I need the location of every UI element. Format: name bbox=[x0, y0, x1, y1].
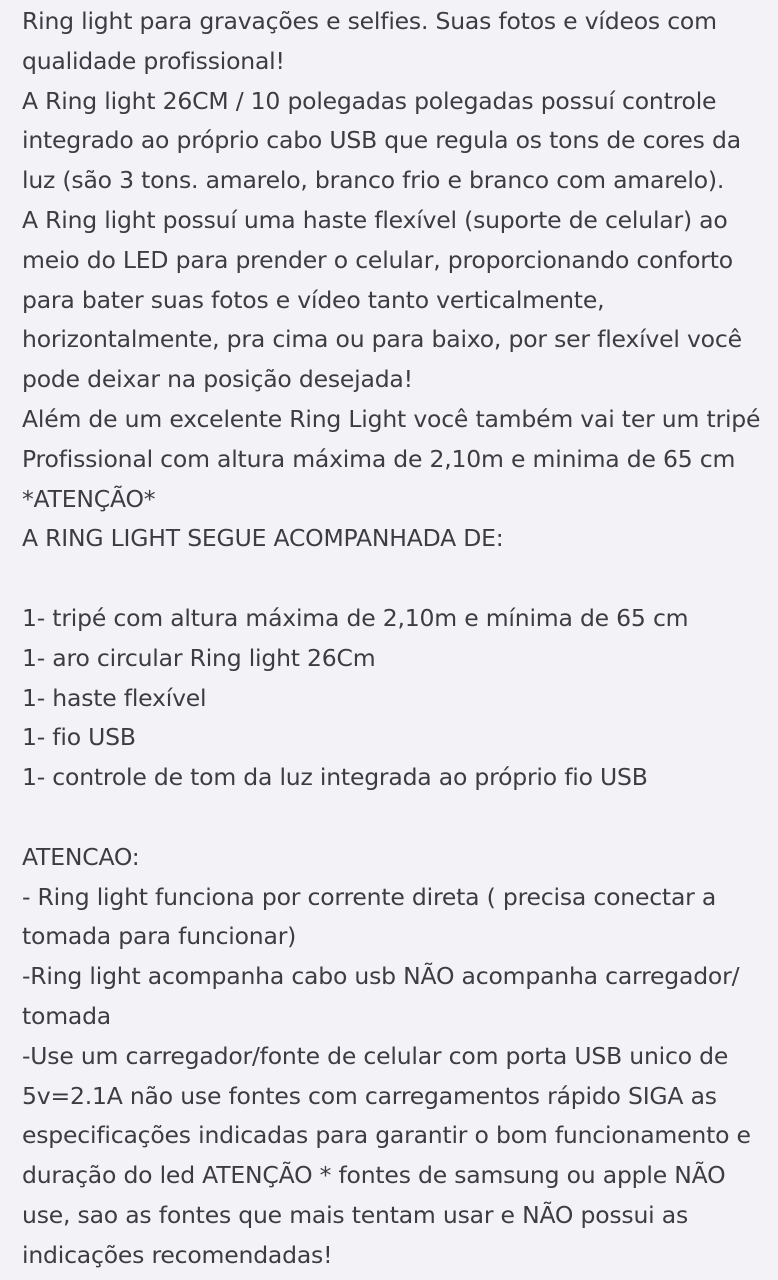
description-line: horizontalmente, pra cima ou para baixo, por ser flexível você bbox=[22, 325, 742, 354]
notice-line: tomada para funcionar) bbox=[22, 922, 297, 951]
notice-line: especificações indicadas para garantir o bom funcionamento e bbox=[22, 1121, 751, 1150]
description-line: luz (são 3 tons. amarelo, branco frio e branco com amarelo). bbox=[22, 166, 725, 195]
included-items-heading: A RING LIGHT SEGUE ACOMPANHADA DE: bbox=[22, 524, 504, 553]
included-item: 1- fio USB bbox=[22, 723, 136, 752]
notice-line: use, sao as fontes que mais tentam usar e NÃO possui as bbox=[22, 1200, 689, 1229]
blank-line bbox=[22, 798, 756, 838]
description-line: Ring light para gravações e selfies. Suas fotos e vídeos com bbox=[22, 7, 717, 35]
description-line: meio do LED para prender o celular, proporcionando conforto bbox=[22, 245, 733, 274]
description-line: A Ring light possuí uma haste flexível (suporte de celular) ao bbox=[22, 205, 728, 234]
notice-line: duração do led ATENÇÃO * fontes de samsung ou apple NÃO bbox=[22, 1161, 726, 1190]
description-line: qualidade profissional! bbox=[22, 46, 285, 75]
description-line: Profissional com altura máxima de 2,10m e minima de 65 cm bbox=[22, 444, 736, 473]
notice-line: 5v=2.1A não use fontes com carregamentos rápido SIGA as bbox=[22, 1081, 717, 1110]
attention-heading: *ATENÇÃO* bbox=[22, 484, 156, 513]
notice-line: -Ring light acompanha cabo usb NÃO acompanha carregador/ bbox=[22, 962, 740, 991]
description-line: pode deixar na posição desejada! bbox=[22, 365, 413, 394]
included-item: 1- tripé com altura máxima de 2,10m e mínima de 65 cm bbox=[22, 603, 689, 632]
description-line: integrado ao próprio cabo USB que regula os tons de cores da bbox=[22, 126, 741, 155]
included-item: 1- aro circular Ring light 26Cm bbox=[22, 643, 376, 672]
notice-line: indicações recomendadas! bbox=[22, 1240, 333, 1269]
description-line: Além de um excelente Ring Light você também vai ter um tripé bbox=[22, 404, 761, 433]
included-item: 1- controle de tom da luz integrada ao próprio fio USB bbox=[22, 763, 648, 792]
description-line: A Ring light 26CM / 10 polegadas polegadas possuí controle bbox=[22, 86, 717, 115]
notice-line: - Ring light funciona por corrente direta ( precisa conectar a bbox=[22, 882, 717, 911]
included-item: 1- haste flexível bbox=[22, 683, 207, 712]
notice-heading: ATENCAO: bbox=[22, 842, 140, 871]
description-line: para bater suas fotos e vídeo tanto verticalmente, bbox=[22, 285, 605, 314]
notice-line: tomada bbox=[22, 1001, 112, 1030]
notice-line: -Use um carregador/fonte de celular com porta USB unico de bbox=[22, 1041, 729, 1070]
blank-line bbox=[22, 559, 756, 599]
